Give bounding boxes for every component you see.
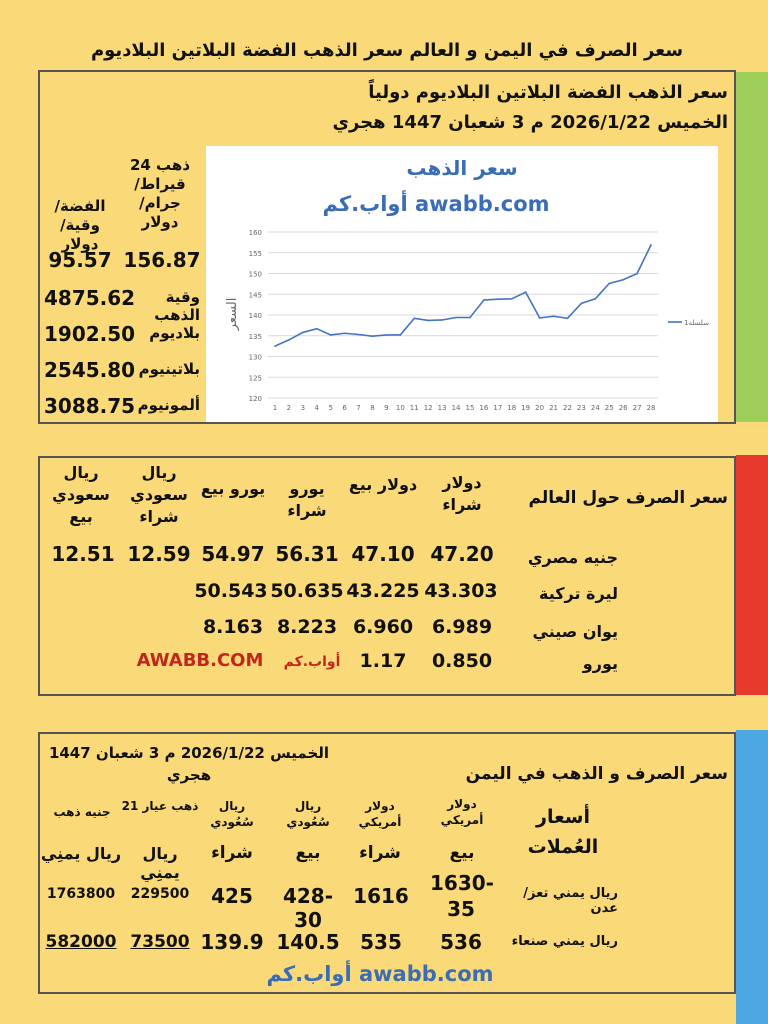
yemen-cell: 428-30: [282, 884, 334, 932]
world-heading: سعر الصرف حول العالم: [528, 488, 728, 508]
metal-label-platinum: بلاتينيوم: [138, 360, 200, 378]
world-cell: 47.20: [430, 542, 494, 566]
yemen-cell: 425: [211, 884, 253, 908]
world-header-eur-sell: يورو بيع: [200, 479, 266, 498]
chart-data-point: [622, 279, 624, 281]
yemen-header-bottom: ريال يمنِي: [40, 844, 122, 863]
world-header-sar-buy: ريال سعودي شراء: [130, 463, 188, 526]
chart-data-point: [483, 299, 485, 301]
chart-data-point: [553, 315, 555, 317]
currencies-label: أسعار العُملات: [527, 806, 599, 858]
chart-data-point: [372, 335, 374, 337]
chart-data-point: [274, 345, 276, 347]
chart-data-point: [302, 332, 304, 334]
world-row-label: يورو: [582, 654, 618, 673]
chart-data-point: [288, 339, 290, 341]
chart-data-point: [595, 298, 597, 300]
chart-data-point: [441, 319, 443, 321]
gold-gram-header: ذهب 24 قيراط/ جرام/ دولار: [129, 156, 191, 231]
yemen-header-top: دولار أمريكي: [440, 797, 484, 827]
metal-value-gold-ounce: 4875.62: [44, 286, 136, 310]
world-row-label: يوان صيني: [532, 622, 618, 641]
chart-x-tick-label: 26: [618, 404, 628, 412]
chart-series-line: [275, 245, 651, 346]
chart-x-tick-label: 28: [646, 404, 656, 412]
chart-x-tick-label: 25: [604, 404, 614, 412]
world-cell: 50.635: [270, 580, 344, 602]
chart-x-tick-label: 14: [451, 404, 461, 412]
green-stripe: [736, 72, 768, 422]
chart-y-tick-label: 130: [248, 353, 262, 362]
chart-plot: [206, 146, 718, 422]
yemen-cell: 140.5: [276, 930, 340, 954]
chart-legend-label: سلسلة1: [684, 319, 709, 327]
world-cell: 6.960: [352, 616, 414, 638]
chart-y-tick-label: 140: [248, 312, 262, 320]
chart-x-tick-label: 3: [300, 404, 306, 412]
chart-data-point: [316, 328, 318, 330]
chart-data-point: [469, 317, 471, 319]
yemen-cell: 582000: [45, 932, 117, 952]
chart-x-tick-label: 7: [356, 404, 361, 412]
chart-x-tick-label: 4: [314, 404, 319, 412]
chart-data-point: [650, 244, 652, 246]
yemen-header-top: جنيه ذهب: [53, 805, 111, 819]
world-cell: 50.543: [194, 580, 268, 602]
chart-y-tick-label: 155: [248, 249, 262, 258]
metal-value-aluminium: 3088.75: [44, 394, 136, 418]
yemen-header-bottom: شراء: [211, 843, 253, 863]
world-cell: 8.163: [202, 616, 264, 638]
world-cell: 8.223: [276, 616, 338, 638]
metal-value-palladium: 1902.50: [44, 322, 136, 346]
chart-data-point: [400, 334, 402, 336]
yemen-heading: سعر الصرف و الذهب في اليمن: [465, 764, 728, 784]
yemen-header-bottom: ريال يمنِي: [140, 844, 180, 882]
gold-gram-value: 156.87: [123, 248, 201, 272]
metal-label-gold-ounce: وقية الذهب: [154, 288, 200, 324]
chart-data-point: [539, 317, 541, 319]
chart-y-tick-label: 135: [248, 332, 262, 341]
yemen-cell: 1630-35: [430, 871, 494, 921]
chart-x-tick-label: 18: [507, 404, 517, 412]
chart-data-point: [344, 332, 346, 334]
metals-heading: سعر الذهب الفضة البلاتين البلاديوم دولياً: [368, 82, 728, 103]
world-header-eur-buy: يورو شراء: [287, 479, 327, 520]
chart-x-tick-label: 5: [328, 404, 333, 412]
yemen-cell: 229500: [130, 886, 190, 902]
silver-ounce-header: الفضة/ وقية/ دولار: [54, 197, 106, 253]
yemen-cell: 535: [360, 930, 402, 954]
chart-x-tick-label: 24: [590, 404, 600, 412]
metal-value-platinum: 2545.80: [44, 358, 136, 382]
yemen-footer-link[interactable]: awabb.com أواب.كم: [266, 962, 494, 986]
chart-data-point: [581, 303, 583, 305]
chart-x-tick-label: 16: [479, 404, 489, 412]
chart-data-point: [511, 298, 513, 300]
chart-data-point: [636, 273, 638, 275]
yemen-date: الخميس 2026/1/22 م 3 شعبان 1447 هجري: [48, 744, 330, 784]
yemen-header-top: دولار أمريكي: [358, 799, 402, 829]
chart-y-tick-label: 150: [248, 270, 262, 279]
world-cell: 43.225: [346, 580, 420, 602]
chart-data-point: [427, 320, 429, 322]
world-row-label: ليرة تركية: [538, 584, 618, 603]
yemen-header-top: ذهب عيار 21: [121, 799, 199, 813]
chart-x-tick-label: 1: [272, 404, 278, 412]
chart-x-tick-label: 13: [437, 404, 447, 412]
yemen-header-top: ريال سُعُودي: [286, 799, 330, 829]
chart-data-point: [608, 283, 610, 285]
chart-y-ticks: [249, 229, 262, 403]
chart-x-tick-label: 23: [576, 404, 586, 412]
chart-x-tick-label: 17: [493, 404, 503, 412]
chart-x-tick-label: 19: [521, 404, 531, 412]
world-cell: 54.97: [201, 542, 265, 566]
chart-x-tick-label: 8: [370, 404, 375, 412]
chart-grid: [268, 232, 658, 398]
chart-data-point: [330, 334, 332, 336]
metal-label-palladium: بلاديوم: [149, 324, 200, 342]
world-header-sar-sell: ريال سعودي بيع: [52, 463, 110, 526]
blue-stripe: [736, 730, 768, 1024]
red-stripe: [736, 455, 768, 695]
yemen-cell: 536: [440, 930, 482, 954]
world-brand-en: AWABB.COM: [136, 650, 264, 671]
chart-data-point: [386, 334, 388, 336]
world-cell: 6.989: [431, 616, 493, 638]
chart-data-point: [497, 298, 499, 300]
world-cell: 43.303: [424, 580, 498, 602]
chart-data-point: [567, 318, 569, 320]
chart-x-tick-label: 27: [632, 404, 642, 412]
world-header-usd-sell: دولار بيع: [348, 475, 418, 494]
chart-x-tick-label: 12: [423, 404, 433, 412]
chart-data-point: [358, 334, 360, 336]
chart-x-tick-label: 6: [342, 404, 347, 412]
yemen-header-bottom: بيع: [449, 843, 475, 863]
chart-data-point: [413, 318, 415, 320]
chart-x-tick-label: 15: [465, 404, 475, 412]
chart-x-ticks: [273, 404, 656, 412]
metal-label-aluminium: ألمونيوم: [137, 396, 200, 414]
yemen-header-bottom: بيع: [295, 843, 321, 863]
page-title: سعر الصرف في اليمن و العالم سعر الذهب الفضة البلاتين البلاديوم: [90, 40, 684, 61]
yemen-cell: 73500: [130, 932, 190, 952]
silver-ounce-value: 95.57: [48, 248, 112, 272]
world-cell: 12.51: [51, 542, 115, 566]
world-cell: 47.10: [351, 542, 415, 566]
world-cell: 1.17: [359, 650, 407, 672]
world-cell: 12.59: [127, 542, 191, 566]
chart-x-tick-label: 2: [286, 404, 292, 412]
chart-x-tick-label: 10: [395, 404, 405, 412]
chart-y-tick-label: 145: [248, 291, 262, 300]
chart-x-tick-label: 21: [549, 404, 558, 412]
chart-x-tick-label: 11: [409, 404, 419, 412]
chart-x-tick-label: 9: [384, 404, 389, 412]
chart-subtitle: awabb.com أواب.كم: [322, 192, 550, 216]
chart-x-tick-label: 22: [563, 404, 572, 412]
chart-data-point: [525, 291, 527, 293]
chart-y-tick-label: 125: [248, 374, 262, 383]
yemen-header-top: ريال سُعُودي: [210, 799, 254, 829]
world-brand-ar: أواب.كم: [283, 654, 341, 670]
world-cell: 0.850: [431, 650, 493, 672]
world-header-usd-buy: دولار شراء: [442, 473, 482, 514]
chart-y-tick-label: 160: [248, 229, 262, 237]
chart-title: سعر الذهب: [406, 156, 518, 180]
yemen-cell: 1616: [353, 884, 409, 908]
yemen-header-bottom: شراء: [359, 843, 401, 863]
metals-date: الخميس 2026/1/22 م 3 شعبان 1447 هجري: [332, 112, 728, 133]
chart-series: [274, 244, 652, 347]
chart-data-point: [455, 317, 457, 319]
yemen-cell: 139.9: [200, 930, 264, 954]
gold-price-chart: [206, 146, 718, 422]
chart-y-axis-label: السعر: [225, 297, 240, 331]
yemen-row-label: ريال يمني تعز/عدن: [523, 886, 618, 916]
chart-legend: [668, 319, 709, 327]
chart-y-tick-label: 120: [248, 395, 262, 403]
world-row-label: جنيه مصري: [527, 548, 618, 567]
yemen-row-label: ريال يمني صنعاء: [511, 934, 618, 949]
world-cell: 56.31: [275, 542, 339, 566]
yemen-cell: 1763800: [46, 886, 116, 902]
chart-x-tick-label: 20: [535, 404, 545, 412]
